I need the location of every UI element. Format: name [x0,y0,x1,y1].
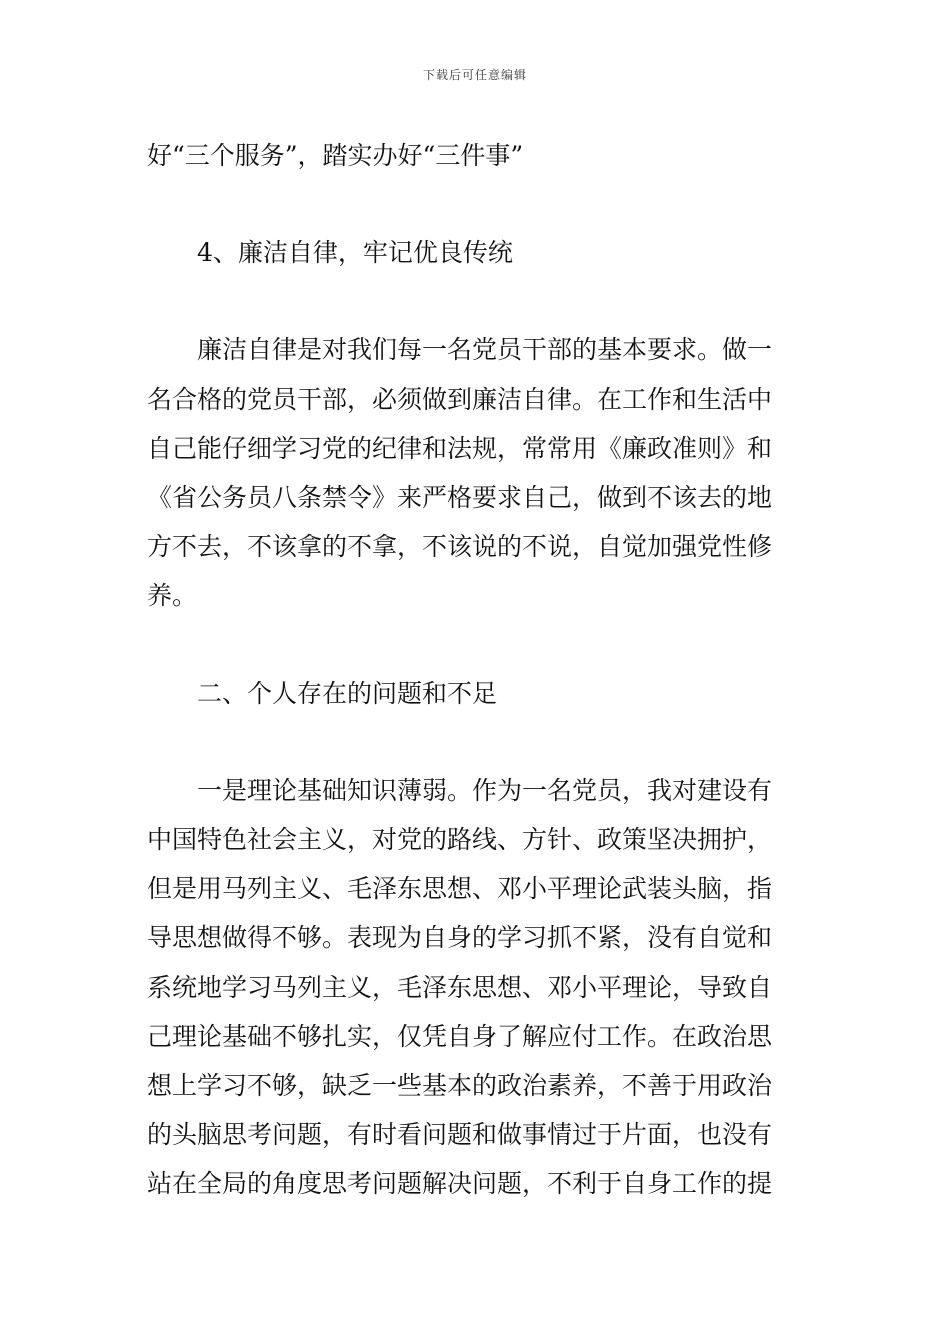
text-line: 但是用马列主义、毛泽东思想、邓小平理论武装头脑，指 [147,874,773,904]
paragraph-integrity [147,325,807,620]
spacer [147,180,807,228]
text-line: 站在全局的角度思考问题解决问题，不利于自身工作的提 [147,1169,773,1199]
text-line: 方不去，不该拿的不拿，不该说的不说，自觉加强党性修 [147,532,773,562]
section-heading-integrity: 4、廉洁自律，牢记优良传统 [197,238,513,268]
text-line: 的头脑思考问题，有时看问题和做事情过于片面，也没有 [147,1120,773,1150]
text-line: 中国特色社会主义，对党的路线、方针、政策坚决拥护， [147,825,773,855]
section-heading-problems: 二、个人存在的问题和不足 [197,678,498,708]
text-line: 自己能仔细学习党的纪律和法规，常常用《廉政准则》和 [147,433,773,463]
document-body [147,131,807,1209]
spacer [147,277,807,325]
text-line: 好“三个服务”，踏实办好“三件事” [147,141,524,170]
paragraph-continuation [147,131,807,180]
text-line: 一是理论基础知识薄弱。作为一名党员，我对建设有 [197,775,773,805]
spacer [147,621,807,669]
paragraph-theory [147,766,807,1209]
text-line: 廉洁自律是对我们每一名党员干部的基本要求。做一 [197,335,773,365]
text-line: 想上学习不够，缺乏一些基本的政治素养，不善于用政治 [147,1071,773,1101]
page-header: 下载后可任意编辑 [422,68,527,82]
text-line: 系统地学习马列主义，毛泽东思想、邓小平理论，导致自 [147,972,773,1002]
text-line: 养。 [147,581,198,611]
text-line: 己理论基础不够扎实，仅凭自身了解应付工作。在政治思 [147,1021,773,1051]
text-line: 名合格的党员干部，必须做到廉洁自律。在工作和生活中 [147,384,773,414]
spacer [147,718,807,766]
text-line: 《省公务员八条禁令》来严格要求自己，做到不该去的地 [147,483,773,513]
text-line: 导思想做得不够。表现为自身的学习抓不紧，没有自觉和 [147,923,773,953]
